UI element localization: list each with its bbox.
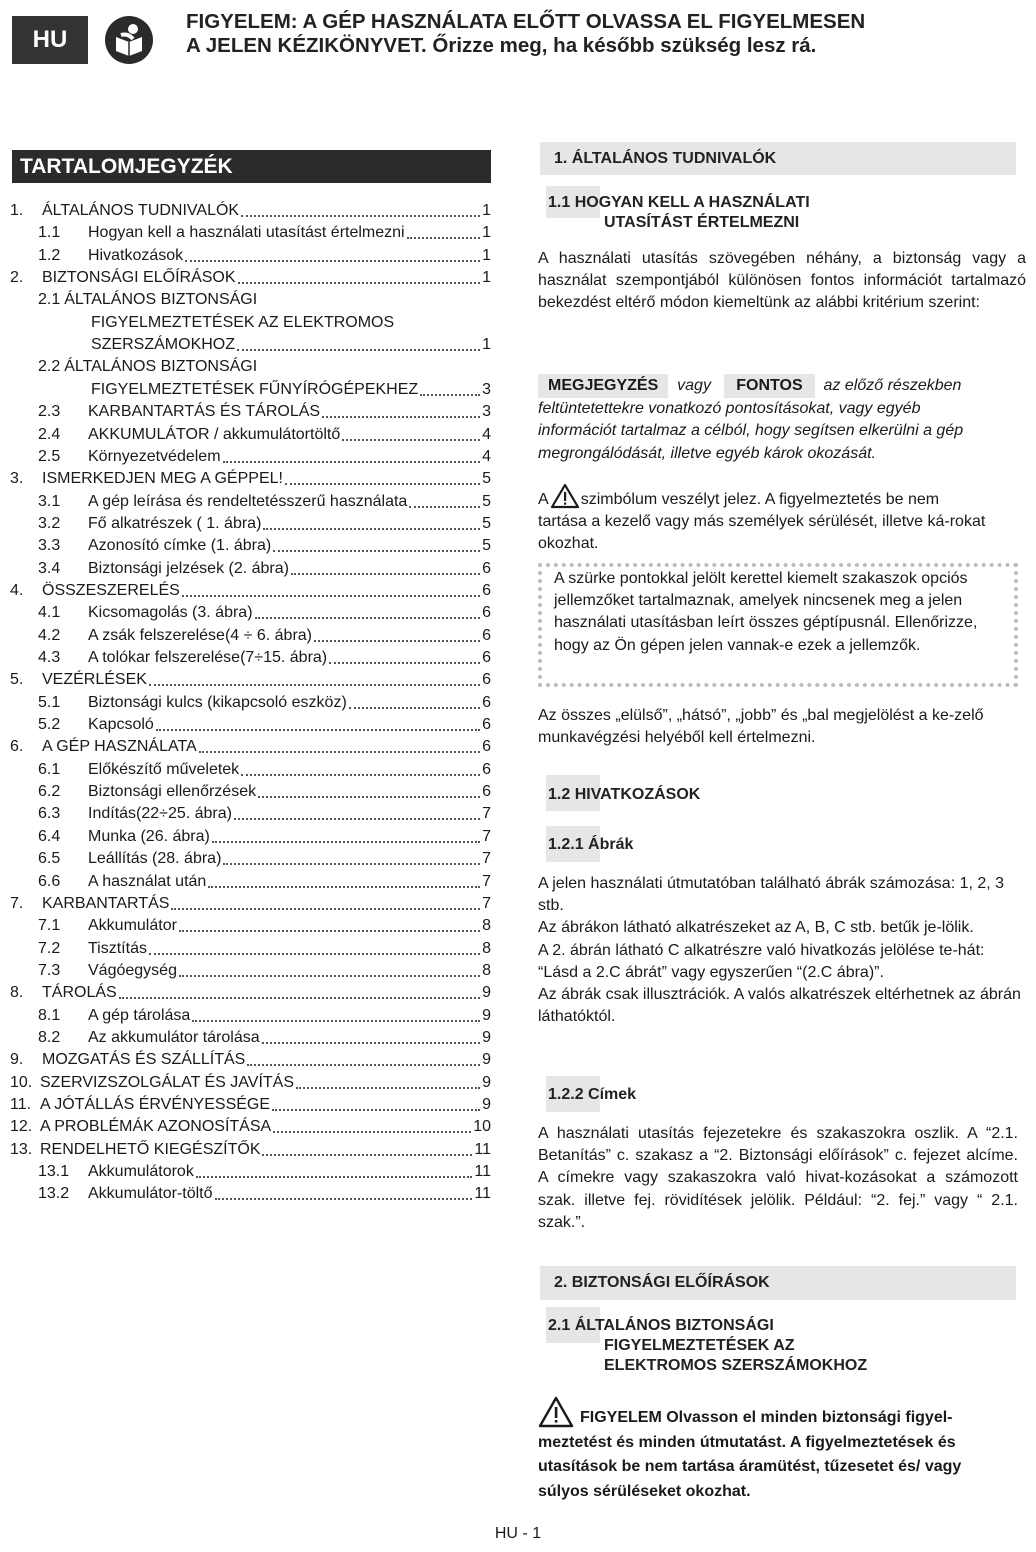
toc-entry-title: VEZÉRLÉSEK [42,671,147,689]
hazard-symbol-paragraph [538,483,988,556]
toc-entry-number: 11. [10,1096,32,1113]
header-warning [186,10,865,58]
toc-entry[interactable] [10,893,491,915]
toc-entry[interactable] [38,871,491,893]
toc-leader-dots [196,1176,473,1178]
section-1-1-heading-line2: UTASÍTÁST ÉRTELMEZNI [604,214,800,231]
toc-entry-title: A gép leírása és rendeltetésszerű használata [88,492,408,510]
header-warning-line2: A JELEN KÉZIKÖNYVET. Őrizze meg, ha később szükség lesz rá. [186,34,817,57]
toc-entry-title: Akkumulátorok [88,1163,194,1181]
toc-entry-number: 1. [10,202,24,219]
toc-entry-title: A gép tárolása [88,1006,191,1024]
toc-entry-line [38,289,257,311]
toc-entry-page: 11 [474,1163,491,1181]
toc-entry-title: SZERSZÁMOKHOZ [91,336,236,354]
toc-entry[interactable] [38,535,491,557]
toc-leader-dots [263,528,480,530]
general-warning-text: FIGYELEM Olvasson el minden biztonsági figyel-meztetést és minden útmutatást. A figyelmeztetések és utasítások be nem tartása áramütést, tűzesetet és/ vagy súlyos sérüléseket okozhat. [538,1409,962,1500]
toc-entry[interactable] [10,1139,491,1161]
toc-entry-page: 6 [482,604,491,622]
toc-entry-title: Akkumulátor-töltő [88,1185,213,1203]
toc-leader-dots [409,506,480,508]
toc-entry-title: Környezetvédelem [88,447,221,465]
toc-entry-title: Akkumulátor [88,917,177,935]
toc-entry-number: 6.2 [38,783,61,801]
toc-leader-dots [314,640,480,642]
toc-entry[interactable] [10,1072,491,1094]
toc-leader-dots [322,416,480,418]
toc-entry-number: 5.2 [38,716,61,734]
toc-leader-dots [262,1042,480,1044]
toc-entry-page: 6 [482,783,491,801]
toc-entry-title: KARBANTARTÁS [42,894,170,912]
toc-entry-number: 2.1 [38,291,61,309]
toc-entry-page: 9 [482,1096,491,1113]
language-code: HU [32,26,68,53]
toc-leader-dots [149,953,480,955]
toc-entry[interactable] [38,759,491,781]
toc-entry-number: 7. [10,894,24,912]
read-manual-icon [104,15,154,65]
toc-entry-page: 8 [482,939,491,957]
toc-entry-number: 9. [10,1051,24,1069]
toc-leader-dots [192,1020,480,1022]
toc-entry-page: 9 [482,984,491,1002]
warning-triangle-icon [538,1396,574,1428]
toc-entry-page: 6 [482,738,491,756]
toc-entry[interactable] [38,602,491,624]
toc-entry-number: 3.2 [38,514,61,532]
toc-entry-page: 1 [482,224,491,242]
section-2-1-heading-line3: ELEKTROMOS SZERSZÁMOKHOZ [604,1357,868,1374]
toc-entry[interactable] [38,1005,491,1027]
figures-numbering-text: A jelen használati útmutatóban található ábrák számozása: 1, 2, 3 stb. [538,875,1005,915]
orientation-paragraph: Az összes „elülső”, „hátsó”, „jobb” és „bal megjelölést a ke-zelő munkavégzési helyéből kell értelmezni. [538,707,984,747]
toc-entry-page: 4 [482,425,491,443]
toc-entry-number: 3.1 [38,492,61,510]
toc-entry-number: 4.3 [38,649,61,666]
toc-entry-page: 1 [482,202,491,219]
toc-entry-title: RENDELHETŐ KIEGÉSZÍTŐK [40,1140,261,1158]
toc-entry-number: 3. [10,470,24,488]
toc-entry-page: 7 [482,872,491,890]
toc-entry[interactable] [10,669,491,691]
toc-entry-title: SZERVIZSZOLGÁLAT ÉS JAVÍTÁS [40,1073,294,1091]
toc-entry-page: 6 [482,581,491,599]
toc-leader-dots [329,662,480,664]
toc-entry[interactable] [38,714,491,736]
toc-entry-number: 8.1 [38,1006,61,1024]
section-1-2-2-heading [548,1085,636,1105]
optional-features-text: A szürke pontokkal jelölt kerettel kiemelt szakaszok opciós jellemzőket tartalmaznak, amelyek nincsenek meg a jelen használati utasításban leírt összes géptípusnál. Ellenőrizze, hogy az Ön gépen jelen vannak-e ezek a jellemzők. [554,570,978,654]
toc-entry[interactable] [10,267,491,289]
toc-entry-page: 1 [482,269,491,287]
section-1-2-1-heading-text: 1.2.1 Ábrák [548,836,634,853]
toc-entry-page: 9 [482,1028,491,1046]
toc-entry-number: 2.4 [38,425,61,443]
language-badge [12,16,88,64]
toc-entry-title-line: FIGYELMEZTETÉSEK AZ ELEKTROMOS [91,313,395,331]
toc-leader-dots [291,573,480,575]
toc-entry-title: ISMERKEDJEN MEG A GÉPPEL! [42,470,283,488]
toc-entry-page: 6 [482,693,491,711]
toc-entry-page: 7 [482,827,491,845]
toc-entry-page: 9 [482,1073,491,1091]
toc-leader-dots [273,550,480,552]
toc-entry-title: TÁROLÁS [42,984,117,1002]
toc-entry-title: A JÓTÁLLÁS ÉRVÉNYESSÉGE [40,1096,271,1113]
section-2-1-heading-line2: FIGYELMEZTETÉSEK AZ [604,1337,795,1354]
toc-entry-number: 4. [10,581,24,599]
warning-triangle-icon [550,483,580,509]
toc-entry-page: 5 [482,514,491,532]
toc-entry[interactable] [38,826,491,848]
toc-leader-dots [285,483,480,485]
toc-entry-number: 13.2 [38,1185,70,1203]
toc-title [12,150,491,183]
toc-entry-page: 9 [482,1051,491,1069]
toc-entry-title-line: ÁLTALÁNOS BIZTONSÁGI [64,291,258,309]
toc-entry-page: 7 [482,805,491,823]
note-label: MEGJEGYZÉS [538,374,668,398]
toc-entry[interactable] [10,580,491,602]
toc-entry-title: Előkészítő műveletek [88,760,240,778]
toc-leader-dots [179,975,480,977]
toc-leader-dots [247,1064,480,1066]
toc-entry-number: 6.1 [38,760,61,778]
toc-entry[interactable] [38,446,491,468]
toc-entry[interactable] [91,334,491,356]
toc-entry-title: A GÉP HASZNÁLATA [42,738,197,756]
toc-entry[interactable] [38,1183,491,1205]
toc-entry-number: 10. [10,1073,33,1091]
toc-entry-number: 6. [10,738,24,756]
toc-entry-number: 2.2 [38,358,61,376]
section-1-heading-text: 1. ÁLTALÁNOS TUDNIVALÓK [554,150,777,167]
toc-leader-dots [215,1198,473,1200]
toc-entry-page: 8 [482,917,491,935]
toc-leader-dots [199,751,480,753]
toc-entry-title: Leállítás (28. ábra) [88,850,222,868]
toc-entry-page: 5 [482,470,491,488]
section-1-2-2-paragraph: A használati utasítás fejezetekre és szakaszokra oszlik. A “2.1. Betanítás” c. szakasz a “2. Biztonsági előírások” c. fejezet alcíme. A címekre vagy szakaszokra való hivat-kozásokat a számozott szak. illetve fej. rövidítések jelölik. Például: “2. fej.” vagy “ 2.1. szak.”. [538,1125,1018,1231]
toc-entry-title: Fő alkatrészek ( 1. ábra) [88,514,262,532]
toc-entry-page: 3 [482,380,491,398]
toc-entry[interactable] [10,1049,491,1071]
toc-entry[interactable] [38,960,491,982]
toc-entry-line [38,356,257,378]
toc-entry[interactable] [10,200,491,222]
toc-entry-number: 6.4 [38,827,61,845]
toc-entry[interactable] [10,736,491,758]
toc-entry-number: 4.1 [38,604,61,622]
toc-entry-number: 4.2 [38,626,61,644]
toc-entry-number: 3.4 [38,559,61,577]
toc-entry-page: 11 [474,1185,491,1203]
toc-entry-page: 5 [482,537,491,555]
toc-entry-page: 11 [474,1140,491,1158]
toc-entry[interactable] [38,1161,491,1183]
toc-entry[interactable] [91,379,491,401]
toc-entry-title: Indítás(22÷25. ábra) [88,805,232,823]
toc-entry-title: A használat után [88,872,207,890]
toc-entry-title: Munka (26. ábra) [88,827,210,845]
toc-entry[interactable] [38,513,491,535]
toc-entry-number: 2.5 [38,447,61,465]
toc-entry-page: 6 [482,626,491,644]
toc-entry-title: Kicsomagolás (3. ábra) [88,604,253,622]
section-1-1-paragraph: A használati utasítás szövegében néhány, a biztonság vagy a használat szempontjából különösen fontos információt tartalmazó bekezdést eltérő módon kiemeltünk az alábbi kritérium szerint: [538,250,1026,312]
toc-entry-title: Hogyan kell a használati utasítást értelmezni [88,224,405,242]
toc-entry-title: Tisztítás [88,939,147,957]
hazard-symbol-a: A [538,491,548,508]
toc-entry[interactable] [38,848,491,870]
toc-leader-dots [182,595,480,597]
toc-entry[interactable] [38,401,491,423]
toc-entry-number: 3.3 [38,537,61,555]
toc-entry-page: 1 [482,246,491,264]
toc-entry-number: 8.2 [38,1028,61,1046]
toc-entry-page: 6 [482,760,491,778]
toc-entry-title: FIGYELMEZTETÉSEK FŰNYÍRÓGÉPEKHEZ [91,380,419,398]
toc-leader-dots [407,237,480,239]
section-2-1-heading-line1: 2.1 ÁLTALÁNOS BIZTONSÁGI [548,1317,774,1334]
section-1-2-1-body [538,873,1028,1028]
toc-leader-dots [273,1131,471,1133]
toc-entry[interactable] [38,222,491,244]
toc-entry-title: AKKUMULÁTOR / akkumulátortöltő [88,425,341,443]
toc-leader-dots [255,617,481,619]
toc-leader-dots [179,930,480,932]
toc-leader-dots [420,394,480,396]
note-rest-line1: az előző részekben [823,377,962,394]
toc-title-text: TARTALOMJEGYZÉK [20,155,233,178]
note-rest: feltüntetettekre vonatkozó pontosításokat, vagy egyéb információt tartalmaz a célból, hogy segítsen elkerülni a gép megrongálódását, illetve egyéb károk okozását. [538,400,964,462]
toc-leader-dots [149,684,480,686]
toc-entry-title: A tolókar felszerelése(7÷15. ábra) [88,649,328,666]
toc-entry[interactable] [38,245,491,267]
toc-entry-page: 1 [482,336,491,354]
toc-leader-dots [208,886,480,888]
toc-entry-number: 1.1 [38,224,61,242]
toc-entry-number: 5.1 [38,693,61,711]
toc-entry-number: 7.2 [38,939,61,957]
toc-entry-page: 9 [482,1006,491,1024]
section-2-heading-text: 2. BIZTONSÁGI ELŐÍRÁSOK [554,1274,770,1291]
toc-entry[interactable] [10,982,491,1004]
note-important-paragraph [538,374,1026,465]
toc-leader-dots [171,908,480,910]
toc-entry-number: 2.3 [38,403,61,421]
toc-leader-dots [119,997,480,999]
toc-entry-number: 6.5 [38,850,61,868]
toc-entry-title-line: ÁLTALÁNOS BIZTONSÁGI [64,358,258,376]
toc-entry-number: 13.1 [38,1163,70,1181]
toc-entry-page: 6 [482,716,491,734]
toc-entry-number: 6.3 [38,805,61,823]
toc-entry-number: 7.3 [38,961,61,979]
toc-entry-title: Kapcsoló [88,716,154,734]
toc-entry[interactable] [38,647,491,669]
figures-parts-text: Az ábrákon látható alkatrészeket az A, B, C stb. betűk je-lölik. [538,919,974,937]
toc-entry-number: 5. [10,671,24,689]
toc-entry-page: 3 [482,403,491,421]
section-1-2-heading [548,785,700,805]
important-label: FONTOS [724,374,814,398]
toc-entry-page: 6 [482,559,491,577]
toc-entry[interactable] [38,938,491,960]
section-1-1-heading-line1: 1.1 HOGYAN KELL A HASZNÁLATI [548,194,810,211]
toc-entry-page: 6 [482,671,491,689]
figures-reference-text: A 2. ábrán látható C alkatrészre való hivatkozás jelölése te-hát: “Lásd a 2.C ábrát” vagy egyszerűen “(2.C ábra)”. [538,941,985,981]
toc-entry[interactable] [38,915,491,937]
section-1-2-1-heading [548,835,633,855]
toc-entry-page: 5 [482,492,491,510]
toc-leader-dots [241,774,480,776]
toc-entry[interactable] [10,1116,491,1138]
toc-entry-title: A PROBLÉMÁK AZONOSÍTÁSA [40,1118,272,1136]
toc-entry[interactable] [38,424,491,446]
hazard-symbol-text: szimbólum veszélyt jelez. A figyelmeztetés be nem tartása a kezelő vagy más személyek sérülését, illetve ká-rokat okozhat. [538,491,986,553]
toc-entry-number: 1.2 [38,246,61,264]
toc-entry[interactable] [38,558,491,580]
toc-entry[interactable] [10,1094,491,1116]
toc-entry-title: KARBANTARTÁS ÉS TÁROLÁS [88,403,321,421]
toc-entry[interactable] [38,781,491,803]
toc-entry-title: Hivatkozások [88,246,184,264]
toc-leader-dots [342,439,480,441]
toc-entry-number: 6.6 [38,872,61,890]
toc-entry-title: ÖSSZESZERELÉS [42,581,180,599]
section-1-1-heading [548,193,810,233]
toc-leader-dots [296,1087,480,1089]
toc-entry[interactable] [10,468,491,490]
toc-entry-number: 13. [10,1140,33,1158]
section-1-heading [540,142,1016,175]
toc-entry-title: MOZGATÁS ÉS SZÁLLÍTÁS [42,1051,246,1069]
toc-entry-title: Biztonsági kulcs (kikapcsoló eszköz) [88,693,347,711]
toc-entry-page: 7 [482,894,491,912]
section-1-2-2-heading-text: 1.2.2 Címek [548,1086,637,1103]
figures-illustration-text: Az ábrák csak illusztrációk. A valós alkatrészek eltérhetnek az ábrán láthatóktól. [538,986,1021,1026]
general-warning-paragraph [538,1396,1010,1504]
toc-entry[interactable] [38,803,491,825]
section-2-1-heading [548,1316,867,1376]
note-or: vagy [677,377,711,394]
toc-leader-dots [349,707,480,709]
header-warning-line1: FIGYELEM: A GÉP HASZNÁLATA ELŐTT OLVASSA EL FIGYELMESEN [186,10,866,33]
toc-leader-dots [237,349,480,351]
toc-entry-title: Azonosító címke (1. ábra) [88,537,272,555]
toc-entry-page: 4 [482,447,491,465]
toc-entry-title: A zsák felszerelése(4 ÷ 6. ábra) [88,626,312,644]
toc-entry-number: 12. [10,1118,33,1136]
section-1-2-heading-text: 1.2 HIVATKOZÁSOK [548,786,701,803]
toc-entry-title: ÁLTALÁNOS TUDNIVALÓK [42,202,240,219]
toc-entry-page: 10 [473,1118,491,1136]
toc-leader-dots [185,260,480,262]
toc-entry[interactable] [38,625,491,647]
toc-leader-dots [272,1109,480,1111]
toc-entry-number: 7.1 [38,917,61,935]
toc-entry-page: 7 [482,850,491,868]
toc-leader-dots [156,729,480,731]
toc-leader-dots [241,215,480,217]
toc-leader-dots [238,282,481,284]
toc-leader-dots [212,841,480,843]
toc-entry-title: Az akkumulátor tárolása [88,1028,260,1046]
toc-entry-title: Biztonsági jelzések (2. ábra) [88,559,289,577]
toc-entry[interactable] [38,1027,491,1049]
toc-entry-page: 8 [482,961,491,979]
toc-entry-page: 6 [482,649,491,666]
page-number: HU - 1 [494,1525,542,1542]
toc-entry[interactable] [38,491,491,513]
toc-entry-title: Vágóegység [88,961,177,979]
toc-entry[interactable] [38,692,491,714]
toc-leader-dots [234,818,480,820]
toc-leader-dots [258,796,480,798]
section-2-heading [540,1266,1016,1300]
toc-leader-dots [223,863,480,865]
toc-entry-number: 2. [10,269,24,287]
toc-entry-title: BIZTONSÁGI ELŐÍRÁSOK [42,269,236,287]
toc-entry-title: Biztonsági ellenőrzések [88,783,257,801]
toc-entry-number: 8. [10,984,24,1002]
toc-leader-dots [262,1154,472,1156]
toc-leader-dots [223,461,481,463]
